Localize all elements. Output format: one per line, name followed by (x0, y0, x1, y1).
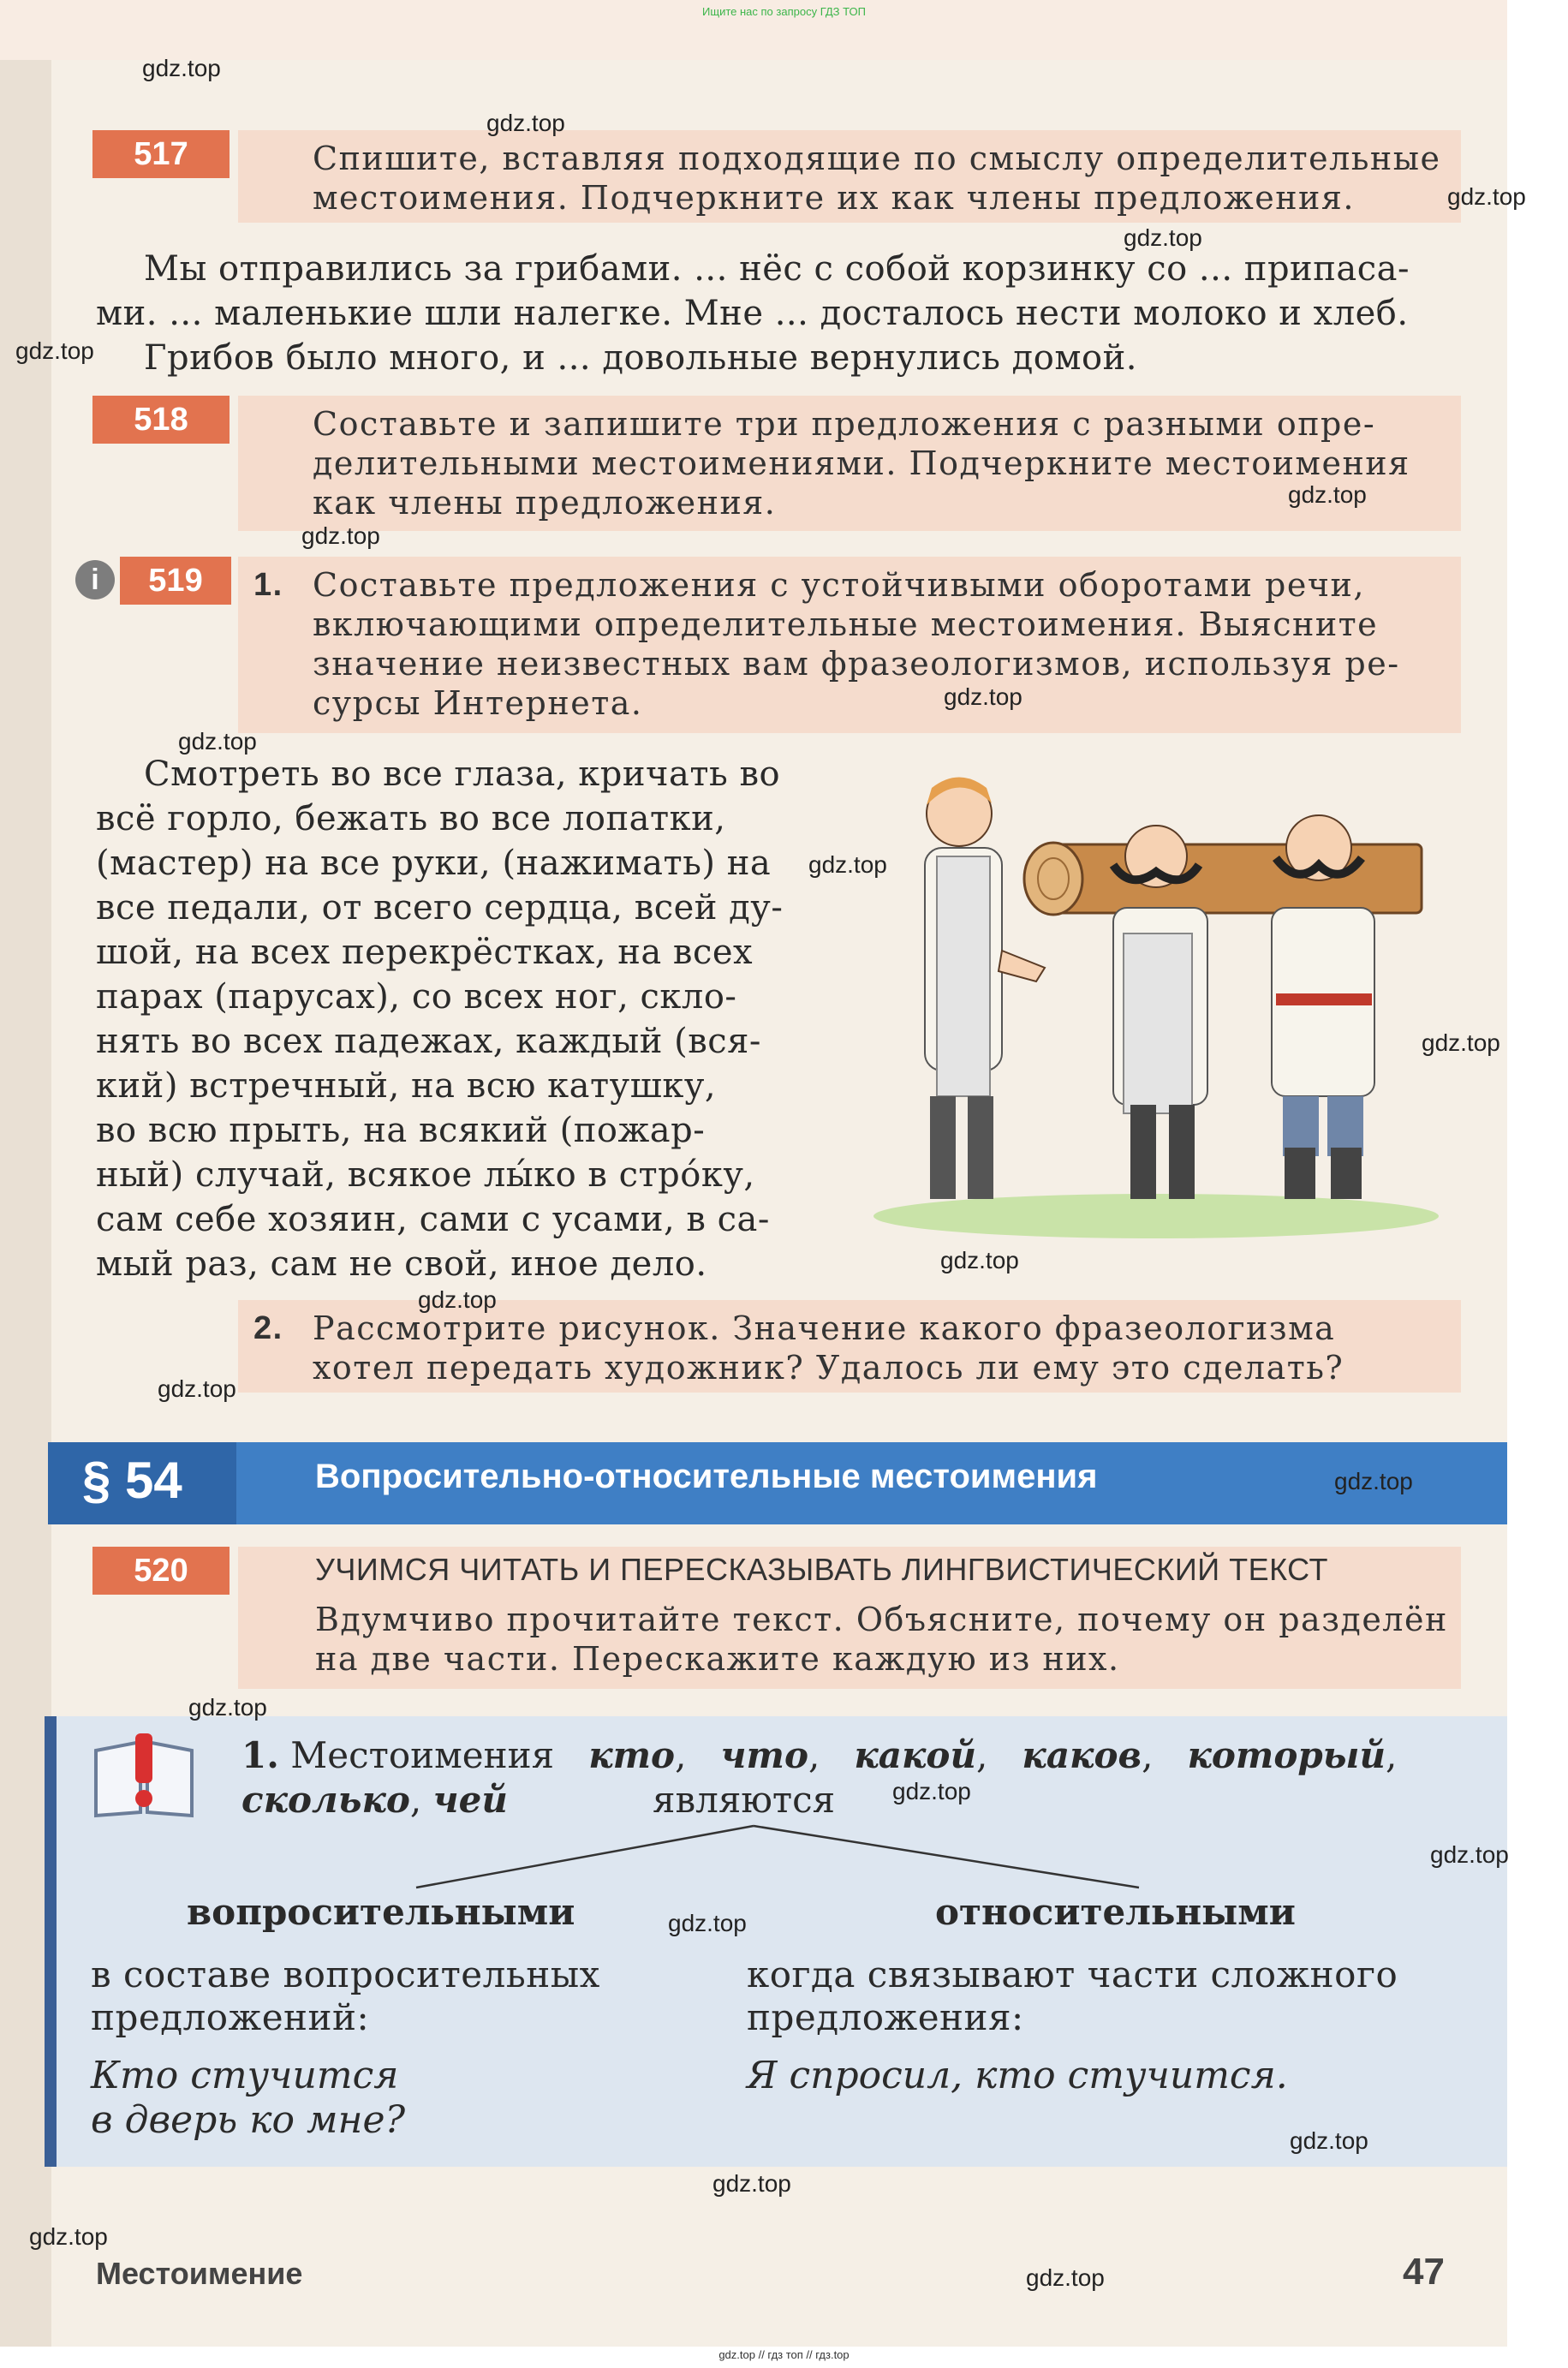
right-margin (1507, 0, 1568, 2368)
exercise-519-item1-line2: включающими определительные местоимения. Выясните (313, 605, 1379, 643)
watermark: gdz.top (892, 1778, 971, 1804)
exercise-519-badge: 519 (120, 557, 231, 605)
watermark: gdz.top (1124, 224, 1202, 251)
phrase-line: мый раз, сам не свой, иное дело. (96, 1244, 707, 1284)
rule-number: 1. (241, 1734, 279, 1776)
page-number: 47 (1403, 2251, 1445, 2293)
phrase-line: нять во всех падежах, каждый (вся- (96, 1022, 761, 1061)
exercise-517-badge: 517 (92, 130, 230, 178)
watermark: gdz.top (142, 55, 221, 81)
book-exclamation-icon (91, 1733, 197, 1819)
watermark: gdz.top (1430, 1841, 1509, 1868)
rule-right-line2: предложения: (747, 1996, 1024, 2038)
watermark: gdz.top (29, 2223, 108, 2250)
exercise-519-item2-line2: хотел передать художник? Удалось ли ему это сделать? (313, 1349, 1344, 1387)
watermark: gdz.top (301, 522, 380, 549)
exercise-517-text-line3: Грибов было много, и ... довольные вернулись домой. (144, 338, 1137, 378)
illustration-three-men (873, 762, 1464, 1242)
exercise-518-task-line3: как члены предложения. (313, 484, 777, 522)
man-left (925, 778, 1045, 1200)
exercise-518-task-line2: делительными местоимениями. Подчеркните местоимения (313, 444, 1410, 482)
top-hint: Ищите нас по запросу ГДЗ ТОП (702, 5, 866, 18)
watermark: gdz.top (1288, 481, 1367, 508)
rule-branch-lines (411, 1822, 1148, 1891)
rule-left-head: вопросительными (187, 1891, 575, 1933)
rule-right-line1: когда связывают части сложного (747, 1953, 1398, 1995)
phrase-line: Смотреть во все глаза, кричать во (144, 755, 781, 794)
watermark: gdz.top (944, 683, 1022, 710)
phrase-line: сам себе хозяин, сами с усами, в са- (96, 1200, 770, 1239)
exercise-517-task-line2: местоимения. Подчеркните их как члены предложения. (313, 179, 1355, 217)
rule-right-example: Я спросил, кто стучится. (747, 2054, 1288, 2097)
exercise-520-badge: 520 (92, 1547, 230, 1595)
watermark: gdz.top (1447, 183, 1526, 210)
phrase-line: кий) встречный, на всю катушку, (96, 1066, 717, 1106)
watermark: gdz.top (1290, 2127, 1368, 2154)
watermark: gdz.top (188, 1694, 267, 1721)
rule-word: чей (432, 1779, 508, 1821)
watermark: gdz.top (1334, 1468, 1413, 1494)
exercise-518-task-line1: Составьте и запишите три предложения с разными опре- (313, 405, 1376, 443)
watermark: gdz.top (1026, 2264, 1105, 2291)
exercise-520-task-line2: на две части. Перескажите каждую из них. (315, 1640, 1120, 1678)
exercise-520-task-line1: Вдумчиво прочитайте текст. Объясните, почему он разделён (315, 1601, 1448, 1638)
watermark: gdz.top (486, 110, 565, 136)
exercise-518-badge: 518 (92, 396, 230, 444)
rule-word: кто (588, 1734, 676, 1776)
watermark: gdz.top (1422, 1029, 1500, 1056)
rule-left-line2: предложений: (91, 1996, 370, 2038)
rule-verb: являются (653, 1779, 836, 1821)
watermark: gdz.top (158, 1375, 236, 1402)
exercise-520-heading: УЧИМСЯ ЧИТАТЬ И ПЕРЕСКАЗЫВАТЬ ЛИНГВИСТИЧЕСКИЙ ТЕКСТ (315, 1552, 1328, 1587)
footer-section-name: Местоимение (96, 2256, 303, 2291)
section-title: Вопросительно-относительные местоимения (315, 1458, 1098, 1495)
rule-right-head: относительными (935, 1891, 1296, 1933)
rule-left-example2: в дверь ко мне? (91, 2098, 406, 2142)
watermark: gdz.top (418, 1286, 497, 1313)
rule-line1: 1. Местоимения кто, что, какой, каков, который, (241, 1734, 1398, 1776)
exercise-519-item2-number: 2. (253, 1310, 283, 1346)
log-icon (1024, 843, 1422, 915)
exercise-519-item1-line3: значение неизвестных вам фразеологизмов, используя ре- (313, 645, 1400, 683)
rule-word: что (720, 1734, 808, 1776)
rule-lead: Местоимения (290, 1734, 555, 1776)
rule-word: сколько (241, 1779, 410, 1821)
rule-word: какой (854, 1734, 976, 1776)
phrase-line: парах (парусах), со всех ног, скло- (96, 977, 737, 1017)
watermark: gdz.top (178, 728, 257, 755)
watermark: gdz.top (668, 1910, 747, 1936)
rule-word: который (1187, 1734, 1386, 1776)
phrase-line: всё горло, бежать во все лопатки, (96, 799, 726, 838)
exercise-519-item2-line1: Рассмотрите рисунок. Значение какого фразеологизма (313, 1309, 1336, 1347)
exercise-519-item1-line4: сурсы Интернета. (313, 684, 643, 722)
exercise-517-text-line1: Мы отправились за грибами. ... нёс с собой корзинку со ... припаса- (144, 249, 1410, 289)
rule-word: каков (1022, 1734, 1142, 1776)
watermark: gdz.top (712, 2170, 791, 2197)
exercise-519-item1-line1: Составьте предложения с устойчивыми оборотами речи, (313, 566, 1365, 604)
exercise-517-text-line2: ми. ... маленькие шли налегке. Мне ... досталось нести молоко и хлеб. (96, 294, 1409, 333)
rule-left-line1: в составе вопросительных (91, 1953, 600, 1995)
bottom-hint: gdz.top // гдз топ // гдз.top (718, 2348, 850, 2361)
exercise-519-item1-number: 1. (253, 567, 283, 603)
rule-left-example1: Кто стучится (91, 2054, 399, 2097)
watermark: gdz.top (15, 337, 94, 364)
watermark: gdz.top (940, 1247, 1019, 1273)
section-number: § 54 (82, 1452, 182, 1509)
info-icon: i (75, 560, 115, 599)
rule-line2: сколько, чей (241, 1779, 508, 1821)
phrase-line: во всю прыть, на всякий (пожар- (96, 1111, 706, 1150)
watermark: gdz.top (808, 851, 887, 878)
phrase-line: все педали, от всего сердца, всей ду- (96, 888, 784, 928)
phrase-line: шой, на всех перекрёстках, на всех (96, 933, 754, 972)
phrase-line: (мастер) на все руки, (нажимать) на (96, 844, 772, 883)
exercise-517-task-line1: Спишите, вставляя подходящие по смыслу определительные (313, 140, 1441, 177)
phrase-line: ный) случай, всякое лы́ко в стро́ку, (96, 1155, 755, 1195)
